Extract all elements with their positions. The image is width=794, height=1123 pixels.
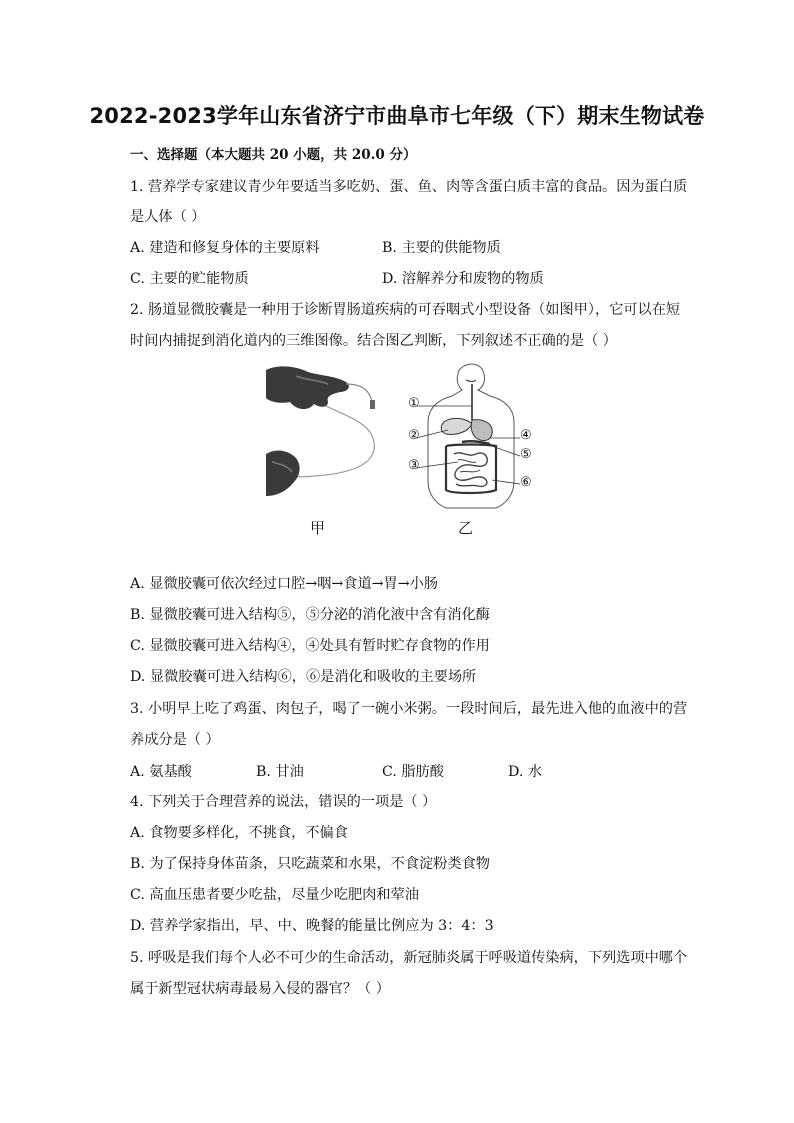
label-6: ⑥ [520, 475, 532, 490]
label-5: ⑤ [520, 447, 532, 462]
q4-option-c: C. 高血压患者要少吃盐，尽量少吃肥肉和荤油 [130, 887, 419, 903]
q2-stem-line2: 时间内捕捉到消化道内的三维图像。结合图乙判断，下列叙述不正确的是（ ） [130, 333, 617, 349]
q4-option-d: D. 营养学家指出，早、中、晚餐的能量比例应为 3：4：3 [130, 918, 494, 934]
exam-title: 2022-2023学年山东省济宁市曲阜市七年级（下）期末生物试卷 [89, 104, 705, 128]
q3-option-c: C. 脂肪酸 [382, 764, 444, 780]
q3-option-d: D. 水 [508, 764, 543, 780]
figure-caption-yi: 乙 [458, 519, 474, 537]
label-1: ① [408, 396, 420, 411]
q2-option-a: A. 显微胶囊可依次经过口腔→咽→食道→胃→小肠 [130, 576, 439, 592]
q2-option-b: B. 显微胶囊可进入结构⑤，⑤分泌的消化液中含有消化酶 [130, 607, 490, 623]
q3-option-a: A. 氨基酸 [130, 764, 192, 780]
label-3: ③ [408, 458, 420, 473]
label-4: ④ [520, 428, 532, 443]
q1-stem-line1: 1. 营养学专家建议青少年要适当多吃奶、蛋、鱼、肉等含蛋白质丰富的食品。因为蛋白质 [130, 179, 688, 195]
q1-option-d: D. 溶解养分和废物的物质 [382, 271, 544, 287]
digestive-system-diagram [406, 362, 536, 512]
q3-stem-line2: 养成分是（ ） [130, 732, 220, 748]
q2-figure [266, 362, 536, 537]
q1-option-c: C. 主要的贮能物质 [130, 271, 249, 287]
q4-option-b: B. 为了保持身体苗条，只吃蔬菜和水果，不食淀粉类食物 [130, 856, 490, 872]
q1-option-a: A. 建造和修复身体的主要原料 [130, 240, 320, 256]
capsule-photo [266, 362, 386, 502]
q1-stem-line2: 是人体（ ） [130, 209, 206, 225]
label-2: ② [408, 428, 420, 443]
section-heading: 一、选择题（本大题共 20 小题，共 20.0 分） [130, 147, 417, 163]
q4-option-a: A. 食物要多样化，不挑食，不偏食 [130, 825, 348, 841]
q2-option-d: D. 显微胶囊可进入结构⑥，⑥是消化和吸收的主要场所 [130, 669, 477, 685]
q5-stem-line2: 属于新型冠状病毒最易入侵的器官？（ ） [130, 981, 390, 997]
q3-option-b: B. 甘油 [256, 764, 304, 780]
figure-caption-jia: 甲 [310, 519, 326, 537]
q5-stem-line1: 5. 呼吸是我们每个人必不可少的生命活动，新冠肺炎属于呼吸道传染病，下列选项中哪个 [130, 950, 688, 966]
q3-stem-line1: 3. 小明早上吃了鸡蛋、肉包子，喝了一碗小米粥。一段时间后，最先进入他的血液中的营 [130, 701, 688, 717]
q4-stem-line1: 4. 下列关于合理营养的说法，错误的一项是（ ） [130, 794, 437, 810]
q2-option-c: C. 显微胶囊可进入结构④，④处具有暂时贮存食物的作用 [130, 638, 490, 654]
q1-option-b: B. 主要的供能物质 [382, 240, 501, 256]
q2-stem-line1: 2. 肠道显微胶囊是一种用于诊断胃肠道疾病的可吞咽式小型设备（如图甲），它可以在短 [130, 302, 681, 318]
